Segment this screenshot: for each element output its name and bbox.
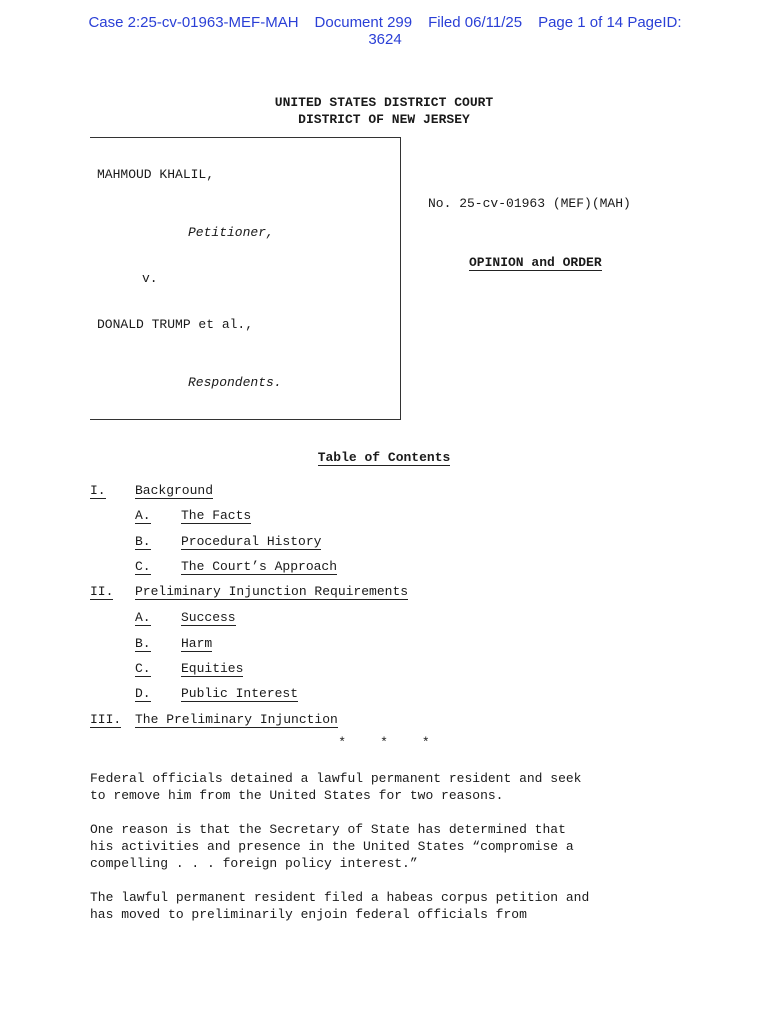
case-number-stamp: Case 2:25-cv-01963-MEF-MAH (88, 14, 299, 31)
toc-item-label[interactable]: The Court’s Approach (181, 559, 338, 574)
toc-item-label[interactable]: Harm (181, 636, 213, 651)
toc-item-number: D. (135, 686, 151, 701)
toc-item-label[interactable]: Preliminary Injunction Requirements (135, 584, 409, 599)
court-name: UNITED STATES DISTRICT COURT (274, 95, 494, 110)
section-separator (0, 735, 768, 750)
opinion-title: OPINION and ORDER (469, 255, 602, 270)
document-number-stamp: Document 299 (314, 14, 413, 31)
ecf-header-stamp (60, 14, 710, 48)
body-paragraph: One reason is that the Secretary of State has determined that his activities and presence in the United States “compromise a compelling . . . foreign policy interest.” (90, 822, 574, 871)
toc-item-number: C. (135, 559, 151, 574)
separator-star: * (421, 735, 430, 750)
petitioner-role: Petitioner, (188, 225, 274, 240)
filed-date-stamp: Filed 06/11/25 (428, 14, 523, 31)
versus: v. (142, 271, 158, 286)
court-heading (0, 94, 768, 128)
respondent-name: DONALD TRUMP et al., (97, 317, 254, 332)
separator-star: * (338, 735, 347, 750)
toc-item-number: B. (135, 534, 151, 549)
toc-item-number: A. (135, 508, 151, 523)
toc-item-number: II. (90, 584, 114, 599)
toc-item-label[interactable]: Success (181, 610, 236, 625)
toc-item-number: C. (135, 661, 151, 676)
docket-number: No. 25-cv-01963 (MEF)(MAH) (428, 196, 631, 211)
toc-item-label[interactable]: Public Interest (181, 686, 299, 701)
toc-title: Table of Contents (317, 450, 451, 465)
pageid-stamp: 3624 (368, 31, 402, 48)
case-caption-box (90, 137, 401, 420)
respondent-role: Respondents. (188, 375, 282, 390)
toc-item-number: B. (135, 636, 151, 651)
body-paragraph: The lawful permanent resident filed a habeas corpus petition and has moved to preliminarily enjoin federal officials from (90, 890, 590, 922)
court-district: DISTRICT OF NEW JERSEY (298, 112, 470, 127)
toc-item-label[interactable]: The Facts (181, 508, 252, 523)
toc-item-number: A. (135, 610, 151, 625)
body-paragraph: Federal officials detained a lawful permanent resident and seek to remove him from the United States for two reasons. (90, 771, 582, 803)
toc-item-label[interactable]: Equities (181, 661, 244, 676)
page-stamp: Page 1 of 14 PageID: (538, 14, 682, 31)
toc-item-number: I. (90, 483, 106, 498)
toc-item-label[interactable]: Background (135, 483, 214, 498)
toc-item-label[interactable]: The Preliminary Injunction (135, 712, 338, 727)
petitioner-name: MAHMOUD KHALIL, (97, 167, 215, 182)
toc-item-label[interactable]: Procedural History (181, 534, 322, 549)
separator-star: * (380, 735, 388, 750)
toc-heading (0, 450, 768, 465)
toc-item-number: III. (90, 712, 122, 727)
